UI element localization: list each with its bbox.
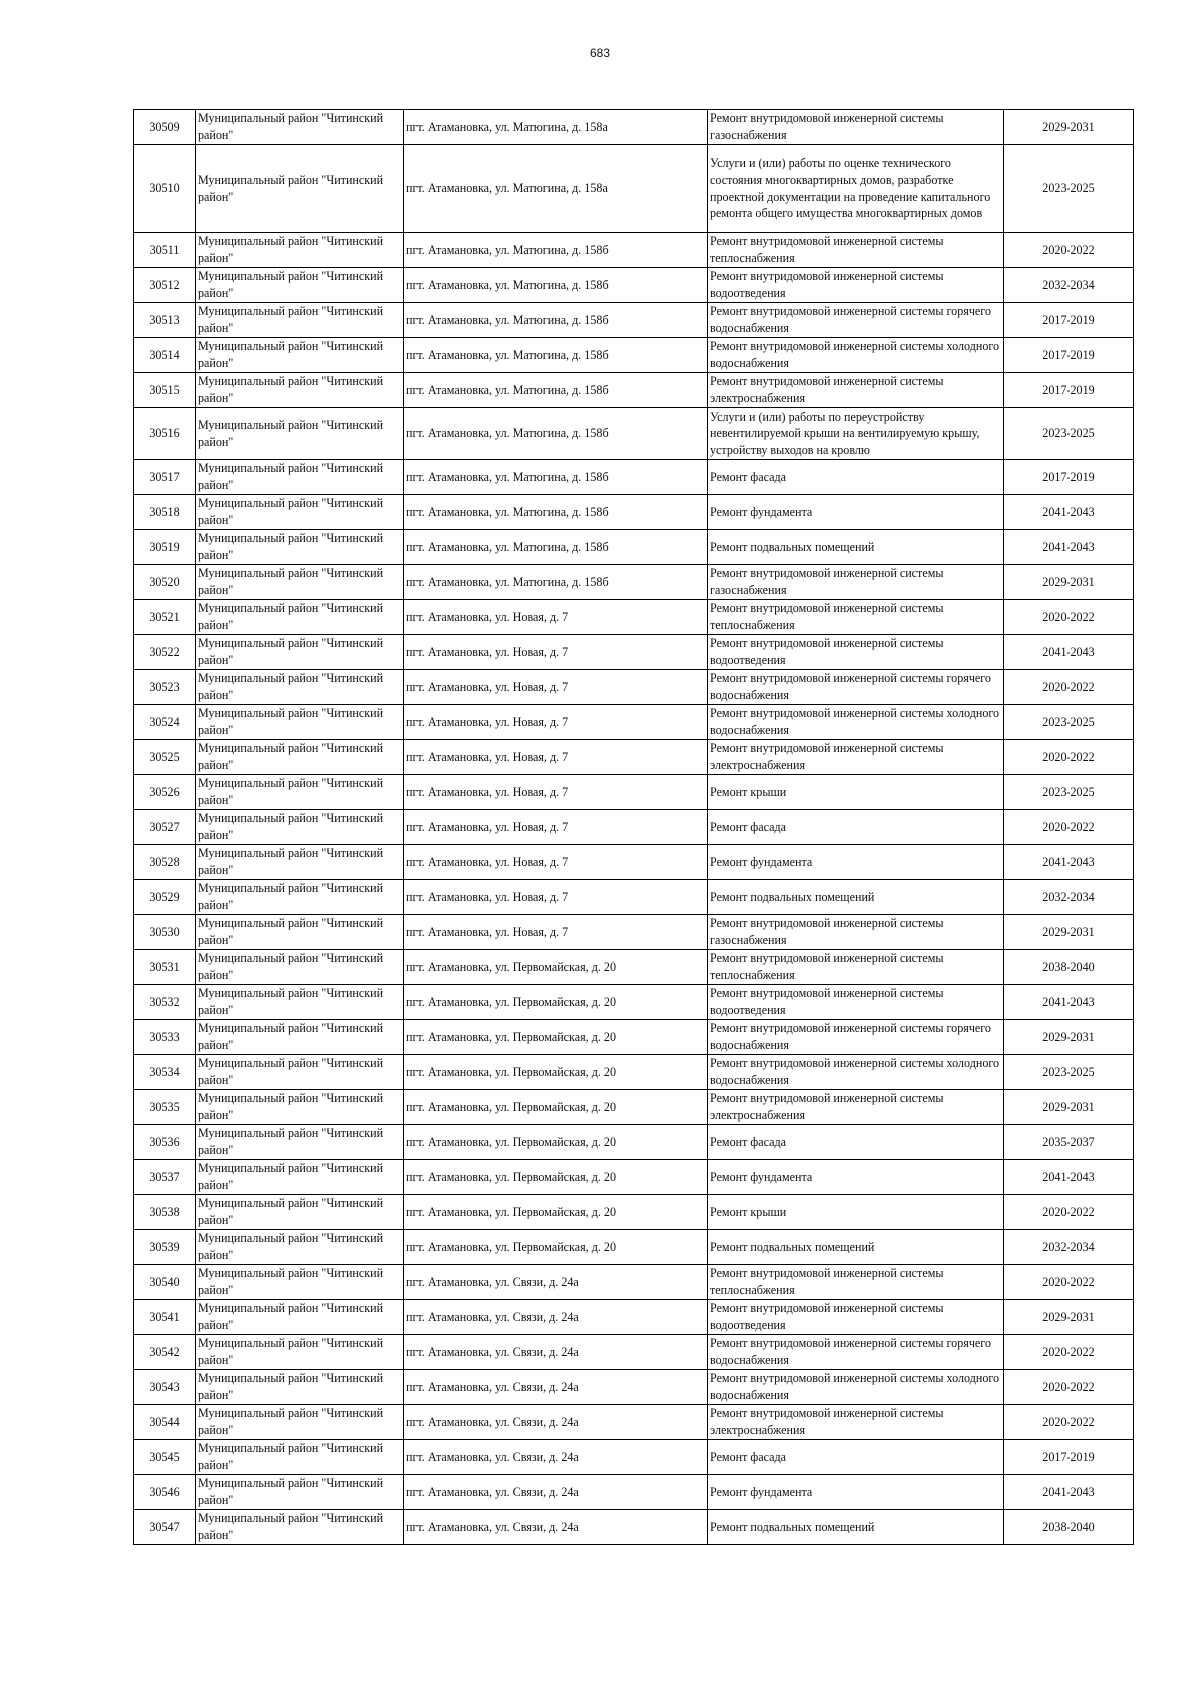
table-row (134, 880, 1134, 915)
address-cell: пгт. Атамановка, ул. Связи, д. 24а (404, 1370, 708, 1405)
period-cell: 2038-2040 (1004, 1510, 1134, 1545)
work-type-cell: Ремонт фасада (708, 1125, 1004, 1160)
table-row (134, 1020, 1134, 1055)
row-number: 30519 (134, 530, 196, 565)
row-number: 30521 (134, 600, 196, 635)
period-cell: 2029-2031 (1004, 565, 1134, 600)
period-cell: 2020-2022 (1004, 1265, 1134, 1300)
row-number: 30511 (134, 233, 196, 268)
municipality-cell: Муниципальный район "Читинский район" (196, 810, 404, 845)
table-row (134, 775, 1134, 810)
row-number: 30543 (134, 1370, 196, 1405)
address-cell: пгт. Атамановка, ул. Матюгина, д. 158б (404, 338, 708, 373)
municipality-cell: Муниципальный район "Читинский район" (196, 1475, 404, 1510)
row-number: 30524 (134, 705, 196, 740)
address-cell: пгт. Атамановка, ул. Первомайская, д. 20 (404, 1195, 708, 1230)
municipality-cell: Муниципальный район "Читинский район" (196, 600, 404, 635)
municipality-cell: Муниципальный район "Читинский район" (196, 495, 404, 530)
work-type-cell: Ремонт фундамента (708, 1160, 1004, 1195)
period-cell: 2029-2031 (1004, 1090, 1134, 1125)
table-row (134, 565, 1134, 600)
municipality-cell: Муниципальный район "Читинский район" (196, 408, 404, 460)
row-number: 30535 (134, 1090, 196, 1125)
period-cell: 2020-2022 (1004, 670, 1134, 705)
work-type-cell: Ремонт подвальных помещений (708, 530, 1004, 565)
row-number: 30528 (134, 845, 196, 880)
address-cell: пгт. Атамановка, ул. Связи, д. 24а (404, 1440, 708, 1475)
row-number: 30530 (134, 915, 196, 950)
table-row (134, 110, 1134, 145)
period-cell: 2020-2022 (1004, 233, 1134, 268)
table-row (134, 1265, 1134, 1300)
table-row (134, 460, 1134, 495)
address-cell: пгт. Атамановка, ул. Первомайская, д. 20 (404, 950, 708, 985)
work-type-cell: Ремонт внутридомовой инженерной системы холодного водоснабжения (708, 1055, 1004, 1090)
address-cell: пгт. Атамановка, ул. Матюгина, д. 158а (404, 145, 708, 233)
period-cell: 2032-2034 (1004, 1230, 1134, 1265)
row-number: 30525 (134, 740, 196, 775)
table-row (134, 495, 1134, 530)
address-cell: пгт. Атамановка, ул. Новая, д. 7 (404, 600, 708, 635)
municipality-cell: Муниципальный район "Читинский район" (196, 233, 404, 268)
row-number: 30546 (134, 1475, 196, 1510)
table-row (134, 1230, 1134, 1265)
row-number: 30547 (134, 1510, 196, 1545)
work-type-cell: Ремонт внутридомовой инженерной системы водоотведения (708, 268, 1004, 303)
row-number: 30544 (134, 1405, 196, 1440)
row-number: 30520 (134, 565, 196, 600)
row-number: 30527 (134, 810, 196, 845)
municipality-cell: Муниципальный район "Читинский район" (196, 1195, 404, 1230)
period-cell: 2017-2019 (1004, 1440, 1134, 1475)
address-cell: пгт. Атамановка, ул. Связи, д. 24а (404, 1335, 708, 1370)
period-cell: 2035-2037 (1004, 1125, 1134, 1160)
municipality-cell: Муниципальный район "Читинский район" (196, 373, 404, 408)
address-cell: пгт. Атамановка, ул. Новая, д. 7 (404, 845, 708, 880)
work-type-cell: Ремонт внутридомовой инженерной системы водоотведения (708, 1300, 1004, 1335)
row-number: 30513 (134, 303, 196, 338)
work-type-cell: Ремонт фундамента (708, 1475, 1004, 1510)
address-cell: пгт. Атамановка, ул. Новая, д. 7 (404, 810, 708, 845)
municipality-cell: Муниципальный район "Читинский район" (196, 1335, 404, 1370)
address-cell: пгт. Атамановка, ул. Связи, д. 24а (404, 1300, 708, 1335)
address-cell: пгт. Атамановка, ул. Новая, д. 7 (404, 635, 708, 670)
table-row (134, 408, 1134, 460)
address-cell: пгт. Атамановка, ул. Новая, д. 7 (404, 740, 708, 775)
work-type-cell: Ремонт внутридомовой инженерной системы теплоснабжения (708, 600, 1004, 635)
period-cell: 2020-2022 (1004, 1335, 1134, 1370)
table-row (134, 810, 1134, 845)
work-type-cell: Ремонт внутридомовой инженерной системы электроснабжения (708, 1405, 1004, 1440)
table-row (134, 338, 1134, 373)
municipality-cell: Муниципальный район "Читинский район" (196, 1300, 404, 1335)
municipality-cell: Муниципальный район "Читинский район" (196, 1405, 404, 1440)
municipality-cell: Муниципальный район "Читинский район" (196, 460, 404, 495)
period-cell: 2041-2043 (1004, 1160, 1134, 1195)
work-type-cell: Ремонт внутридомовой инженерной системы горячего водоснабжения (708, 670, 1004, 705)
work-type-cell: Ремонт внутридомовой инженерной системы холодного водоснабжения (708, 338, 1004, 373)
row-number: 30529 (134, 880, 196, 915)
address-cell: пгт. Атамановка, ул. Связи, д. 24а (404, 1265, 708, 1300)
table-row (134, 145, 1134, 233)
period-cell: 2041-2043 (1004, 1475, 1134, 1510)
period-cell: 2017-2019 (1004, 373, 1134, 408)
table-row (134, 1440, 1134, 1475)
period-cell: 2023-2025 (1004, 408, 1134, 460)
table-row (134, 985, 1134, 1020)
period-cell: 2020-2022 (1004, 1195, 1134, 1230)
row-number: 30541 (134, 1300, 196, 1335)
municipality-cell: Муниципальный район "Читинский район" (196, 1510, 404, 1545)
address-cell: пгт. Атамановка, ул. Новая, д. 7 (404, 705, 708, 740)
municipality-cell: Муниципальный район "Читинский район" (196, 1055, 404, 1090)
table-row (134, 530, 1134, 565)
row-number: 30518 (134, 495, 196, 530)
period-cell: 2032-2034 (1004, 880, 1134, 915)
table-row (134, 705, 1134, 740)
address-cell: пгт. Атамановка, ул. Матюгина, д. 158б (404, 373, 708, 408)
work-type-cell: Ремонт крыши (708, 775, 1004, 810)
row-number: 30542 (134, 1335, 196, 1370)
work-type-cell: Ремонт фундамента (708, 845, 1004, 880)
period-cell: 2023-2025 (1004, 775, 1134, 810)
work-type-cell: Ремонт внутридомовой инженерной системы электроснабжения (708, 373, 1004, 408)
work-type-cell: Ремонт внутридомовой инженерной системы теплоснабжения (708, 1265, 1004, 1300)
address-cell: пгт. Атамановка, ул. Новая, д. 7 (404, 880, 708, 915)
address-cell: пгт. Атамановка, ул. Связи, д. 24а (404, 1475, 708, 1510)
table-row (134, 1510, 1134, 1545)
period-cell: 2029-2031 (1004, 1300, 1134, 1335)
table-row (134, 268, 1134, 303)
period-cell: 2041-2043 (1004, 845, 1134, 880)
municipality-cell: Муниципальный район "Читинский район" (196, 985, 404, 1020)
work-type-cell: Ремонт подвальных помещений (708, 1230, 1004, 1265)
municipality-cell: Муниципальный район "Читинский район" (196, 268, 404, 303)
row-number: 30539 (134, 1230, 196, 1265)
period-cell: 2023-2025 (1004, 705, 1134, 740)
table-row (134, 915, 1134, 950)
work-type-cell: Ремонт внутридомовой инженерной системы теплоснабжения (708, 950, 1004, 985)
address-cell: пгт. Атамановка, ул. Матюгина, д. 158б (404, 233, 708, 268)
municipality-cell: Муниципальный район "Читинский район" (196, 915, 404, 950)
work-type-cell: Ремонт внутридомовой инженерной системы теплоснабжения (708, 233, 1004, 268)
municipality-cell: Муниципальный район "Читинский район" (196, 1265, 404, 1300)
period-cell: 2041-2043 (1004, 530, 1134, 565)
address-cell: пгт. Атамановка, ул. Первомайская, д. 20 (404, 1020, 708, 1055)
municipality-cell: Муниципальный район "Читинский район" (196, 880, 404, 915)
municipality-cell: Муниципальный район "Читинский район" (196, 1160, 404, 1195)
address-cell: пгт. Атамановка, ул. Матюгина, д. 158б (404, 530, 708, 565)
address-cell: пгт. Атамановка, ул. Первомайская, д. 20 (404, 1090, 708, 1125)
row-number: 30536 (134, 1125, 196, 1160)
work-type-cell: Ремонт внутридомовой инженерной системы холодного водоснабжения (708, 1370, 1004, 1405)
municipality-cell: Муниципальный район "Читинский район" (196, 565, 404, 600)
table-body (134, 110, 1134, 1545)
table-row (134, 303, 1134, 338)
municipality-cell: Муниципальный район "Читинский район" (196, 740, 404, 775)
work-type-cell: Ремонт внутридомовой инженерной системы газоснабжения (708, 915, 1004, 950)
work-type-cell: Ремонт внутридомовой инженерной системы электроснабжения (708, 740, 1004, 775)
address-cell: пгт. Атамановка, ул. Первомайская, д. 20 (404, 985, 708, 1020)
address-cell: пгт. Атамановка, ул. Новая, д. 7 (404, 670, 708, 705)
work-type-cell: Ремонт крыши (708, 1195, 1004, 1230)
period-cell: 2041-2043 (1004, 495, 1134, 530)
period-cell: 2032-2034 (1004, 268, 1134, 303)
municipality-cell: Муниципальный район "Читинский район" (196, 530, 404, 565)
work-type-cell: Ремонт внутридомовой инженерной системы горячего водоснабжения (708, 1335, 1004, 1370)
row-number: 30509 (134, 110, 196, 145)
row-number: 30522 (134, 635, 196, 670)
address-cell: пгт. Атамановка, ул. Первомайская, д. 20 (404, 1160, 708, 1195)
address-cell: пгт. Атамановка, ул. Матюгина, д. 158б (404, 460, 708, 495)
municipality-cell: Муниципальный район "Читинский район" (196, 1230, 404, 1265)
work-type-cell: Ремонт подвальных помещений (708, 880, 1004, 915)
municipality-cell: Муниципальный район "Читинский район" (196, 845, 404, 880)
municipality-cell: Муниципальный район "Читинский район" (196, 110, 404, 145)
period-cell: 2041-2043 (1004, 635, 1134, 670)
capital-repair-table (133, 109, 1134, 1545)
period-cell: 2017-2019 (1004, 338, 1134, 373)
address-cell: пгт. Атамановка, ул. Первомайская, д. 20 (404, 1055, 708, 1090)
work-type-cell: Ремонт внутридомовой инженерной системы горячего водоснабжения (708, 1020, 1004, 1055)
municipality-cell: Муниципальный район "Читинский район" (196, 950, 404, 985)
address-cell: пгт. Атамановка, ул. Новая, д. 7 (404, 915, 708, 950)
period-cell: 2017-2019 (1004, 460, 1134, 495)
municipality-cell: Муниципальный район "Читинский район" (196, 775, 404, 810)
table-row (134, 845, 1134, 880)
municipality-cell: Муниципальный район "Читинский район" (196, 670, 404, 705)
table-row (134, 635, 1134, 670)
municipality-cell: Муниципальный район "Читинский район" (196, 705, 404, 740)
table-row (134, 1160, 1134, 1195)
work-type-cell: Ремонт внутридомовой инженерной системы водоотведения (708, 635, 1004, 670)
row-number: 30531 (134, 950, 196, 985)
period-cell: 2020-2022 (1004, 810, 1134, 845)
table-row (134, 233, 1134, 268)
table-row (134, 1125, 1134, 1160)
table-row (134, 670, 1134, 705)
table-row (134, 1475, 1134, 1510)
period-cell: 2029-2031 (1004, 915, 1134, 950)
page-number: 683 (589, 46, 611, 60)
row-number: 30538 (134, 1195, 196, 1230)
address-cell: пгт. Атамановка, ул. Матюгина, д. 158б (404, 303, 708, 338)
table-row (134, 950, 1134, 985)
table-row (134, 1090, 1134, 1125)
municipality-cell: Муниципальный район "Читинский район" (196, 635, 404, 670)
municipality-cell: Муниципальный район "Читинский район" (196, 1090, 404, 1125)
row-number: 30533 (134, 1020, 196, 1055)
work-type-cell: Ремонт фундамента (708, 495, 1004, 530)
municipality-cell: Муниципальный район "Читинский район" (196, 1440, 404, 1475)
table-row (134, 1370, 1134, 1405)
period-cell: 2041-2043 (1004, 985, 1134, 1020)
period-cell: 2029-2031 (1004, 110, 1134, 145)
address-cell: пгт. Атамановка, ул. Связи, д. 24а (404, 1405, 708, 1440)
row-number: 30526 (134, 775, 196, 810)
work-type-cell: Услуги и (или) работы по переустройству невентилируемой крыши на вентилируемую крышу, устройству выходов на кровлю (708, 408, 1004, 460)
address-cell: пгт. Атамановка, ул. Матюгина, д. 158а (404, 110, 708, 145)
address-cell: пгт. Атамановка, ул. Первомайская, д. 20 (404, 1125, 708, 1160)
row-number: 30516 (134, 408, 196, 460)
table-row (134, 740, 1134, 775)
period-cell: 2029-2031 (1004, 1020, 1134, 1055)
table-row (134, 1300, 1134, 1335)
row-number: 30512 (134, 268, 196, 303)
work-type-cell: Ремонт внутридомовой инженерной системы газоснабжения (708, 565, 1004, 600)
row-number: 30537 (134, 1160, 196, 1195)
work-type-cell: Ремонт подвальных помещений (708, 1510, 1004, 1545)
work-type-cell: Услуги и (или) работы по оценке технического состояния многоквартирных домов, разработке проектной документации на проведение капитального ремонта общего имущества многоквартирных домов (708, 145, 1004, 233)
period-cell: 2020-2022 (1004, 1405, 1134, 1440)
municipality-cell: Муниципальный район "Читинский район" (196, 145, 404, 233)
row-number: 30534 (134, 1055, 196, 1090)
period-cell: 2017-2019 (1004, 303, 1134, 338)
period-cell: 2038-2040 (1004, 950, 1134, 985)
address-cell: пгт. Атамановка, ул. Связи, д. 24а (404, 1510, 708, 1545)
period-cell: 2023-2025 (1004, 1055, 1134, 1090)
period-cell: 2020-2022 (1004, 600, 1134, 635)
table-row (134, 373, 1134, 408)
work-type-cell: Ремонт внутридомовой инженерной системы холодного водоснабжения (708, 705, 1004, 740)
row-number: 30515 (134, 373, 196, 408)
row-number: 30523 (134, 670, 196, 705)
period-cell: 2020-2022 (1004, 1370, 1134, 1405)
table-row (134, 1335, 1134, 1370)
work-type-cell: Ремонт внутридомовой инженерной системы газоснабжения (708, 110, 1004, 145)
row-number: 30517 (134, 460, 196, 495)
row-number: 30540 (134, 1265, 196, 1300)
table-row (134, 1195, 1134, 1230)
address-cell: пгт. Атамановка, ул. Матюгина, д. 158б (404, 268, 708, 303)
work-type-cell: Ремонт фасада (708, 1440, 1004, 1475)
address-cell: пгт. Атамановка, ул. Матюгина, д. 158б (404, 565, 708, 600)
work-type-cell: Ремонт внутридомовой инженерной системы горячего водоснабжения (708, 303, 1004, 338)
work-type-cell: Ремонт внутридомовой инженерной системы электроснабжения (708, 1090, 1004, 1125)
address-cell: пгт. Атамановка, ул. Первомайская, д. 20 (404, 1230, 708, 1265)
work-type-cell: Ремонт фасада (708, 460, 1004, 495)
work-type-cell: Ремонт фасада (708, 810, 1004, 845)
table-row (134, 1055, 1134, 1090)
municipality-cell: Муниципальный район "Читинский район" (196, 1020, 404, 1055)
row-number: 30545 (134, 1440, 196, 1475)
period-cell: 2023-2025 (1004, 145, 1134, 233)
work-type-cell: Ремонт внутридомовой инженерной системы водоотведения (708, 985, 1004, 1020)
row-number: 30510 (134, 145, 196, 233)
municipality-cell: Муниципальный район "Читинский район" (196, 303, 404, 338)
municipality-cell: Муниципальный район "Читинский район" (196, 1125, 404, 1160)
municipality-cell: Муниципальный район "Читинский район" (196, 338, 404, 373)
address-cell: пгт. Атамановка, ул. Новая, д. 7 (404, 775, 708, 810)
table-row (134, 1405, 1134, 1440)
row-number: 30532 (134, 985, 196, 1020)
table-row (134, 600, 1134, 635)
address-cell: пгт. Атамановка, ул. Матюгина, д. 158б (404, 495, 708, 530)
municipality-cell: Муниципальный район "Читинский район" (196, 1370, 404, 1405)
period-cell: 2020-2022 (1004, 740, 1134, 775)
address-cell: пгт. Атамановка, ул. Матюгина, д. 158б (404, 408, 708, 460)
row-number: 30514 (134, 338, 196, 373)
